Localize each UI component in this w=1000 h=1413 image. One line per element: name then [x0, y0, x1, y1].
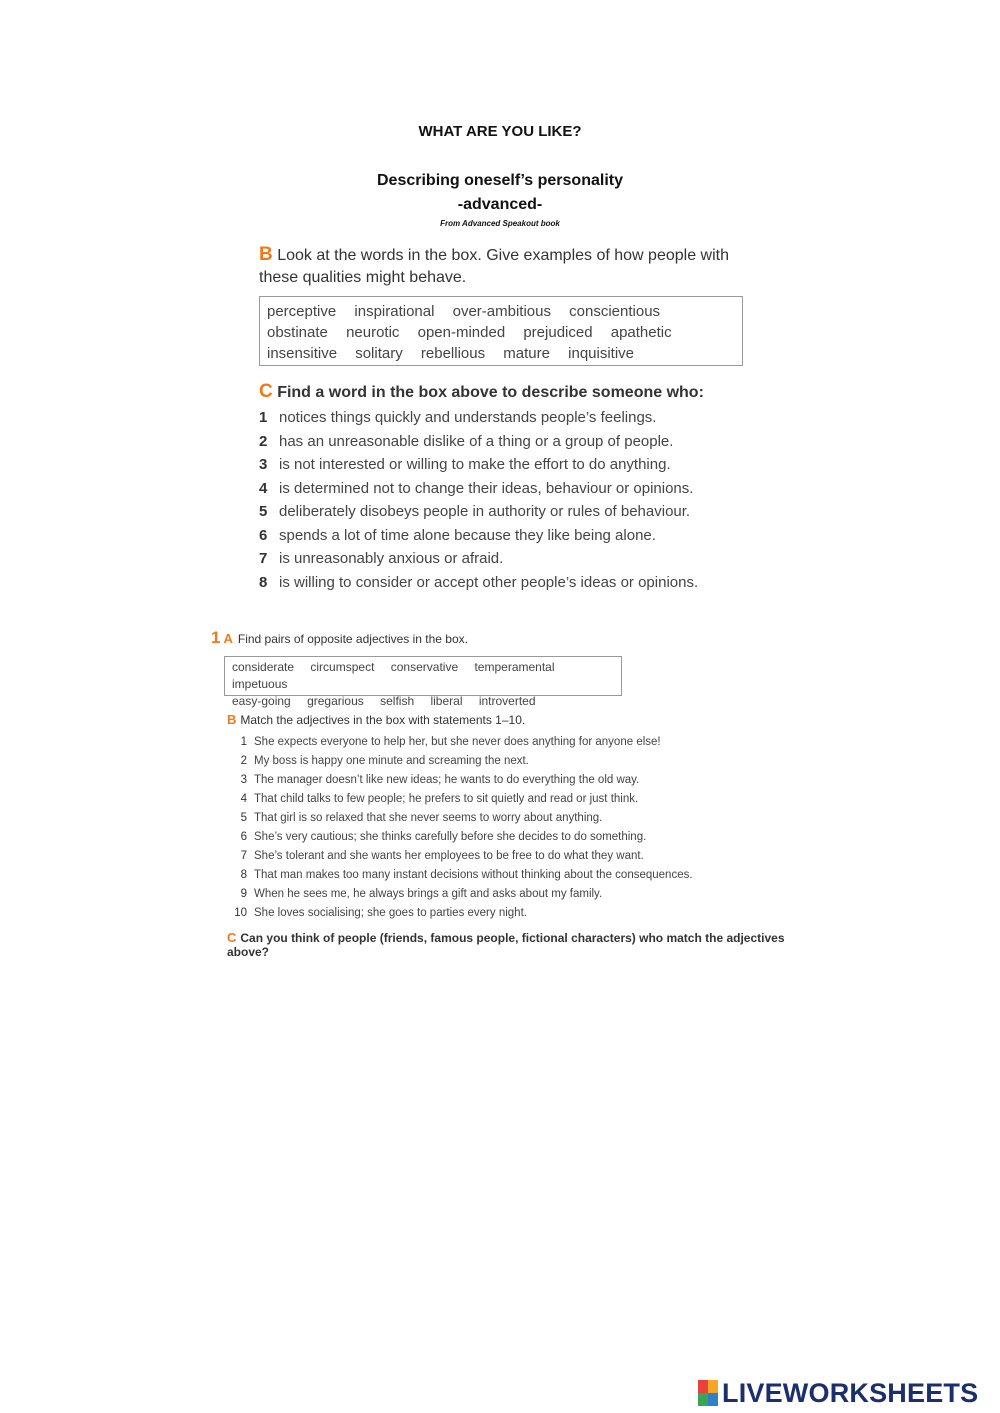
logo-square — [698, 1393, 708, 1406]
list-item — [259, 500, 749, 524]
section-1c-letter: C — [227, 930, 237, 945]
liveworksheets-logo-icon — [698, 1380, 718, 1406]
item-number: 8 — [259, 573, 268, 591]
word: mature — [503, 345, 550, 362]
section-b-instruction: Look at the words in the box. Give examples of how people with these qualities might behave. — [259, 247, 729, 286]
section-1b-letter: B — [227, 712, 237, 727]
exercise-number: 1 — [211, 628, 221, 647]
section-c-list — [259, 406, 749, 594]
page-subtitle: Describing oneself’s personality — [377, 172, 623, 189]
item-text: My boss is happy one minute and screaming the next. — [254, 755, 529, 767]
word: rebellious — [420, 345, 486, 362]
item-number: 1 — [259, 409, 268, 426]
liveworksheets-logo[interactable] — [698, 1378, 978, 1408]
item-number: 5 — [259, 503, 268, 520]
item-number: 5 — [240, 812, 247, 824]
item-number: 6 — [240, 831, 247, 843]
item-text: has an unreasonable dislike of a thing or a group of people. — [279, 432, 674, 450]
word: introverted — [478, 694, 536, 708]
word: temperamental — [474, 660, 555, 674]
word: open-minded — [417, 324, 506, 341]
section-c-letter: C — [259, 381, 273, 402]
list-item — [227, 885, 787, 904]
section-c-heading — [259, 381, 739, 403]
word-row — [267, 343, 735, 364]
list-item — [259, 477, 749, 501]
item-text: That girl is so relaxed that she never seems to worry about anything. — [254, 812, 603, 824]
list-item — [259, 524, 749, 548]
list-item — [259, 453, 749, 477]
word: insensitive — [267, 345, 338, 362]
item-text: is unreasonably anxious or afraid. — [279, 550, 504, 567]
item-number: 6 — [259, 526, 268, 544]
word-row — [267, 301, 735, 322]
logo-square — [708, 1380, 718, 1393]
item-number: 9 — [240, 888, 247, 900]
item-number: 7 — [240, 850, 247, 862]
section-b-heading — [259, 244, 739, 289]
word: obstinate — [267, 324, 328, 341]
section-1c-instruction: Can you think of people (friends, famous people, fictional characters) who match the adjectives above? — [227, 931, 785, 959]
section-1b-list — [227, 733, 787, 923]
level-label: -advanced- — [457, 196, 543, 213]
word: inspirational — [354, 303, 435, 320]
list-item — [227, 828, 787, 847]
word: gregarious — [307, 694, 364, 708]
source-credit: From Advanced Speakout book — [440, 219, 560, 228]
item-text: is not interested or willing to make the effort to do anything. — [279, 456, 671, 473]
section-1b-heading — [227, 712, 727, 727]
word: apathetic — [610, 324, 672, 341]
section-c-instruction: Find a word in the box above to describe someone who: — [277, 384, 704, 401]
word-box-1a — [224, 656, 622, 708]
item-number: 1 — [240, 736, 247, 748]
item-text: She expects everyone to help her, but she never does anything for anyone else! — [254, 736, 661, 748]
word: conscientious — [569, 303, 661, 320]
word: circumspect — [310, 660, 375, 674]
word: easy-going — [232, 694, 291, 708]
logo-text: LIVEWORKSHEETS — [722, 1377, 979, 1408]
item-number: 4 — [240, 793, 247, 805]
item-text: deliberately disobeys people in authority or rules of behaviour. — [279, 503, 691, 520]
list-item — [259, 406, 749, 430]
list-item — [227, 752, 787, 771]
logo-square — [708, 1393, 718, 1406]
item-text: spends a lot of time alone because they like being alone. — [279, 526, 656, 544]
list-item — [259, 571, 749, 595]
item-number: 7 — [259, 550, 268, 567]
section-1b-instruction: Match the adjectives in the box with statements 1–10. — [240, 713, 526, 727]
list-item — [227, 904, 787, 923]
word-row — [267, 322, 735, 343]
item-number: 3 — [240, 774, 247, 786]
item-number: 4 — [259, 479, 268, 497]
item-text: That man makes too many instant decisions without thinking about the consequences. — [254, 869, 693, 881]
word: selfish — [380, 694, 415, 708]
item-text: is willing to consider or accept other people’s ideas or opinions. — [279, 573, 699, 591]
item-number: 8 — [240, 869, 247, 881]
list-item — [227, 847, 787, 866]
word: solitary — [355, 345, 403, 362]
section-1a-heading — [211, 628, 711, 648]
word: prejudiced — [523, 324, 593, 341]
list-item — [259, 547, 749, 571]
word-row — [232, 659, 614, 693]
section-b-letter: B — [259, 244, 273, 265]
word: over-ambitious — [452, 303, 551, 320]
word: impetuous — [232, 677, 288, 691]
word: inquisitive — [568, 345, 635, 362]
list-item — [227, 733, 787, 752]
list-item — [227, 809, 787, 828]
word: neurotic — [346, 324, 400, 341]
item-text: is determined not to change their ideas, behaviour or opinions. — [279, 479, 694, 497]
item-number: 10 — [234, 907, 247, 919]
page-title: WHAT ARE YOU LIKE? — [418, 123, 582, 140]
list-item — [227, 771, 787, 790]
word: liberal — [430, 694, 463, 708]
item-text: The manager doesn’t like new ideas; he wants to do everything the old way. — [254, 774, 640, 786]
item-text: She’s tolerant and she wants her employees to be free to do what they want. — [254, 850, 644, 862]
word-row — [232, 693, 614, 710]
item-text: notices things quickly and understands people’s feelings. — [279, 409, 657, 426]
section-1c-heading — [227, 930, 827, 959]
item-text: She’s very cautious; she thinks carefully before she decides to do something. — [254, 831, 647, 843]
list-item — [259, 430, 749, 454]
section-1a-instruction: Find pairs of opposite adjectives in the box. — [237, 632, 468, 646]
item-number: 2 — [259, 432, 268, 450]
logo-square — [698, 1380, 708, 1393]
item-number: 2 — [240, 755, 247, 767]
item-text: She loves socialising; she goes to parties every night. — [254, 907, 527, 919]
item-text: When he sees me, he always brings a gift and asks about my family. — [254, 888, 603, 900]
word: perceptive — [267, 303, 337, 320]
item-text: That child talks to few people; he prefers to sit quietly and read or just think. — [254, 793, 639, 805]
list-item — [227, 866, 787, 885]
section-1a-letter: A — [223, 631, 233, 646]
word: considerate — [232, 660, 295, 674]
word: conservative — [390, 660, 459, 674]
list-item — [227, 790, 787, 809]
word-box-b — [259, 296, 743, 366]
item-number: 3 — [259, 456, 268, 473]
